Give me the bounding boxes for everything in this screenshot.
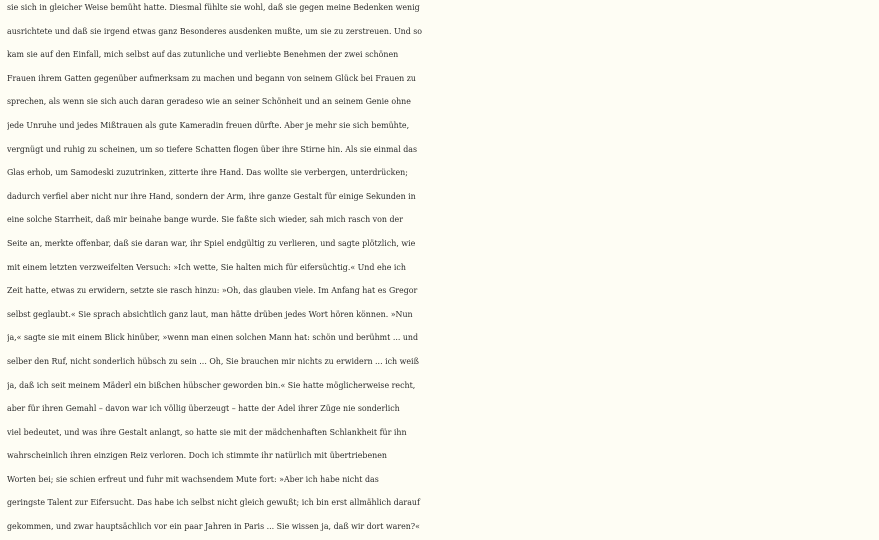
text-line: viel bedeutet, und was ihre Gestalt anlangt, so hatte sie mit der mädchenhaften Schlankheit für ihn <box>7 427 407 437</box>
text-line: vergnügt und ruhig zu scheinen, um so tiefere Schatten flogen über ihre Stirne hin. Als sie einmal das <box>7 144 418 154</box>
text-line: sie sich in gleicher Weise bemüht hatte. Diesmal fühlte sie wohl, daß sie gegen meine Bedenken wenig <box>7 3 420 12</box>
text-line: kam sie auf den Einfall, mich selbst auf das zutunliche und verliebte Benehmen der zwei schönen <box>7 50 399 60</box>
text-line: Seite an, merkte offenbar, daß sie daran war, ihr Spiel endgültig zu verlieren, und sagte plötzlich, wie <box>7 238 416 248</box>
text-line: ja,« sagte sie mit einem Blick hinüber, »wenn man einen solchen Mann hat: schön und berühmt ... und <box>7 333 419 343</box>
text-line: Worten bei; sie schien erfreut und fuhr mit wachsendem Mute fort: »Aber ich habe nicht das <box>7 474 379 484</box>
text-line: ja, daß ich seit meinem Mäderl ein bißchen hübscher geworden bin.« Sie hatte möglicherweise recht, <box>7 380 416 390</box>
text-line: mit einem letzten verzweifelten Versuch: »Ich wette, Sie halten mich für eifersüchtig.« Und ehe ich <box>7 262 406 272</box>
text-line: wahrscheinlich ihren einzigen Reiz verloren. Doch ich stimmte ihr natürlich mit übertriebenen <box>7 451 387 461</box>
text-body <box>7 0 879 539</box>
text-line: Glas erhob, um Samodeski zuzutrinken, zitterte ihre Hand. Das wollte sie verbergen, unterdrücken; <box>7 168 408 178</box>
text-line: Frauen ihrem Gatten gegenüber aufmerksam zu machen und begann von seinem Glück bei Frauen zu <box>7 73 416 83</box>
text-line: geringste Talent zur Eifersucht. Das habe ich selbst nicht gleich gewußt; ich bin erst allmählich darauf <box>7 498 420 508</box>
text-line: dadurch verfiel aber nicht nur ihre Hand, sondern der Arm, ihre ganze Gestalt für einige Sekunden in <box>7 191 416 201</box>
text-line: eine solche Starrheit, daß mir beinahe bange wurde. Sie faßte sich wieder, sah mich rasch von der <box>7 215 403 225</box>
text-line: gekommen, und zwar hauptsächlich vor ein paar Jahren in Paris ... Sie wissen ja, daß wir dort waren?« <box>7 522 420 532</box>
text-line: Zeit hatte, etwas zu erwidern, setzte sie rasch hinzu: »Oh, das glauben viele. Im Anfang hat es Gregor <box>7 286 418 296</box>
text-line: ausrichtete und daß sie irgend etwas ganz Besonderes ausdenken mußte, um sie zu zerstreuen. Und so <box>7 26 423 36</box>
text-line: aber für ihren Gemahl – davon war ich völlig überzeugt – hatte der Adel ihrer Züge nie sonderlich <box>7 404 400 414</box>
text-line: sprechen, als wenn sie sich auch daran geradeso wie an seiner Schönheit und an seinem Genie ohne <box>7 97 411 107</box>
text-line: jede Unruhe und jedes Mißtrauen als gute Kameradin freuen dürfte. Aber je mehr sie sich bemühte, <box>7 120 410 130</box>
text-line: selber den Ruf, nicht sonderlich hübsch zu sein ... Oh, Sie brauchen mir nichts zu erwidern ... ich weiß <box>7 356 419 366</box>
text-line: selbst geglaubt.« Sie sprach absichtlich ganz laut, man hätte drüben jedes Wort hören können. »Nun <box>7 309 413 319</box>
